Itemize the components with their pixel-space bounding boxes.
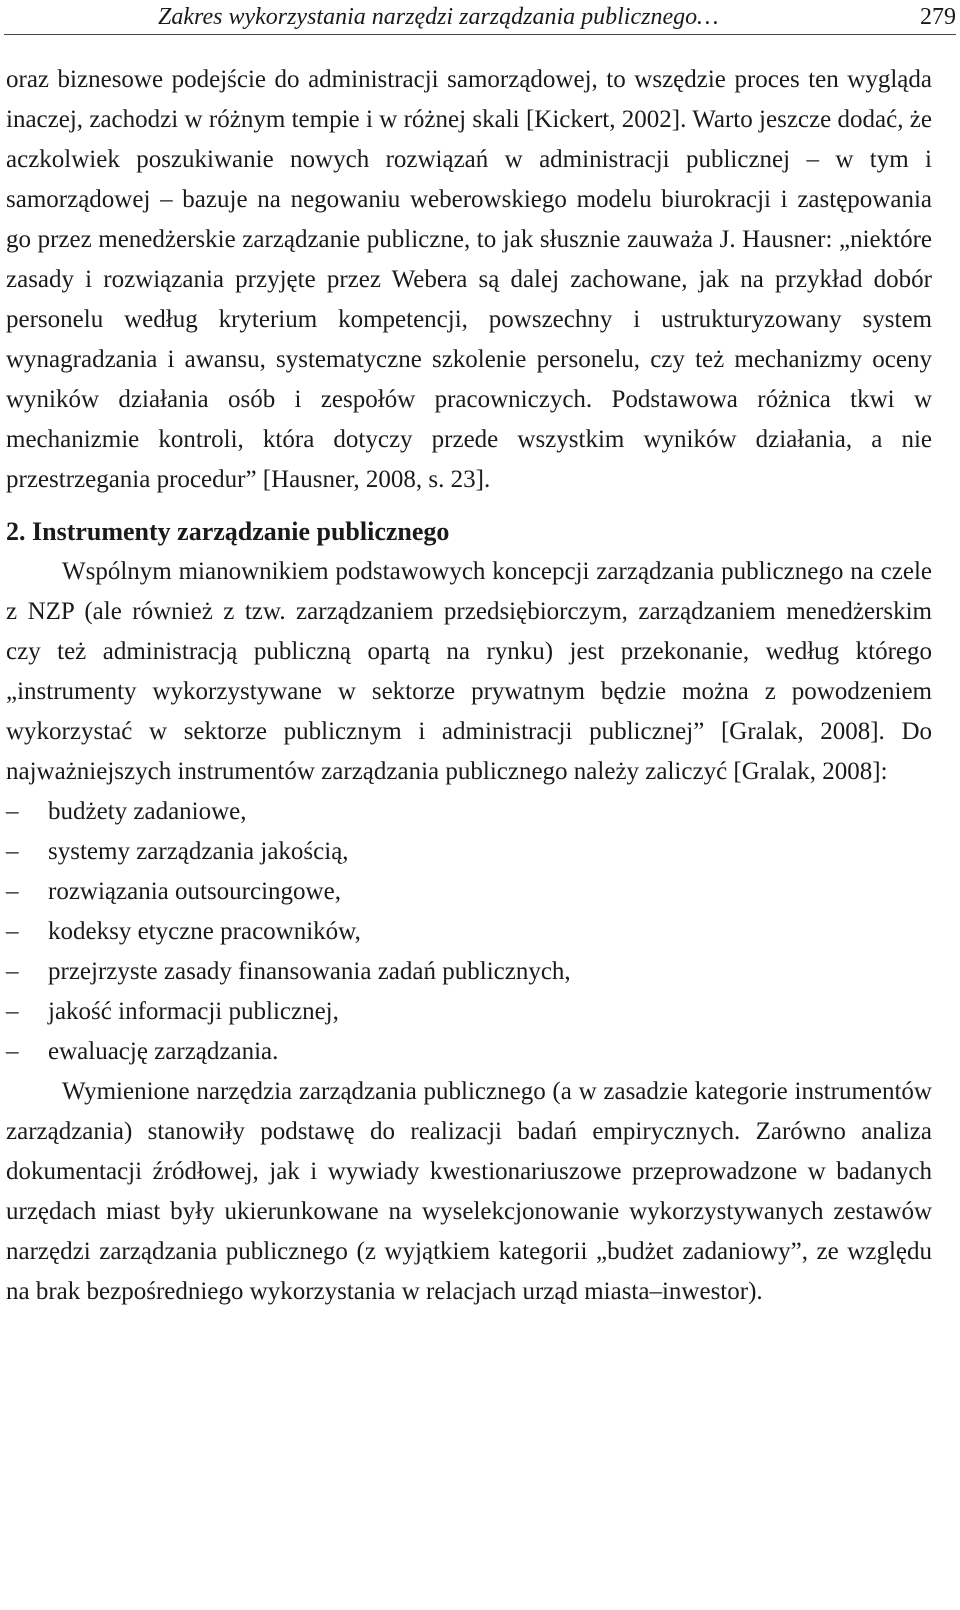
list-item	[6, 1032, 932, 1072]
list-dash: –	[6, 918, 19, 945]
list-dash: –	[6, 1038, 19, 1065]
list-item	[6, 832, 932, 872]
list-item-text: systemy zarządzania jakością,	[48, 838, 349, 865]
list-item	[6, 872, 932, 912]
list-dash: –	[6, 958, 19, 985]
list-item-text: jakość informacji publicznej,	[48, 998, 339, 1025]
running-header-title: Zakres wykorzystania narzędzi zarządzania publicznego…	[158, 4, 719, 30]
paragraph-continuation: oraz biznesowe podejście do administracji samorządowej, to wszędzie proces ten wygląda inaczej, zachodzi w różnym tempie i w różnej skali [Kickert, 2002]. Warto jeszcze dodać, że aczkolwiek poszukiwanie nowych rozwiązań w administracji publicznej – w tym i samorządowej – bazuje na negowaniu weberowskiego modelu biurokracji i zastępowania go przez menedżerskie zarządzanie publiczne, to jak słusznie zauważa J. Hausner: „niektóre zasady i rozwiązania przyjęte przez Webera są dalej zachowane, jak na przykład dobór personelu według kryterium kompetencji, powszechny i ustrukturyzowany system wynagradzania i awansu, systematyczne szkolenie personelu, czy też mechanizmy oceny wyników działania osób i zespołów pracowniczych. Podstawowa różnica tkwi w mechanizmie kontroli, która dotyczy przede wszystkim wyników działania, a nie przestrzegania procedur” [Hausner, 2008, s. 23].	[6, 66, 932, 493]
list-item	[6, 952, 932, 992]
list-item	[6, 792, 932, 832]
list-dash: –	[6, 838, 19, 865]
list-item	[6, 912, 932, 952]
list-item-text: ewaluację zarządzania.	[48, 1038, 279, 1065]
paragraph-conclusion: Wymienione narzędzia zarządzania publicznego (a w zasadzie kategorie instrumentów zarządzania) stanowiły podstawę do realizacji badań empirycznych. Zarówno analiza dokumentacji źródłowej, jak i wywiady kwestionariuszowe przeprowadzone w badanych urzędach miast były ukierunkowane na wyselekcjonowanie wykorzystywanych zestawów narzędzi zarządzania publicznego (z wyjątkiem kategorii „budżet zadaniowy”, ze względu na brak bezpośredniego wykorzystania w relacjach urząd miasta–inwestor).	[6, 1078, 932, 1305]
list-item-text: kodeksy etyczne pracowników,	[48, 918, 361, 945]
list-item	[6, 992, 932, 1032]
list-item-text: budżety zadaniowe,	[48, 798, 247, 825]
page-number: 279	[920, 4, 956, 30]
list-item-text: rozwiązania outsourcingowe,	[48, 878, 341, 905]
section-heading: 2. Instrumenty zarządzanie publicznego	[6, 517, 450, 546]
list-dash: –	[6, 998, 19, 1025]
list-dash: –	[6, 798, 19, 825]
list-dash: –	[6, 878, 19, 905]
paragraph-instruments-intro: Wspólnym mianownikiem podstawowych koncepcji zarządzania publicznego na czele z NZP (ale również z tzw. zarządzaniem przedsiębiorczym, zarządzaniem menedżerskim czy też administracją publiczną opartą na rynku) jest przekonanie, według którego „instrumenty wykorzystywane w sektorze prywatnym będzie można z powodzeniem wykorzystać w sektorze publicznym i administracji publicznej” [Gralak, 2008]. Do najważniejszych instrumentów zarządzania publicznego należy zaliczyć [Gralak, 2008]:	[6, 558, 932, 785]
instruments-list	[6, 792, 932, 1072]
page-body	[6, 60, 932, 1312]
running-header	[4, 4, 956, 35]
list-item-text: przejrzyste zasady finansowania zadań publicznych,	[48, 958, 571, 985]
